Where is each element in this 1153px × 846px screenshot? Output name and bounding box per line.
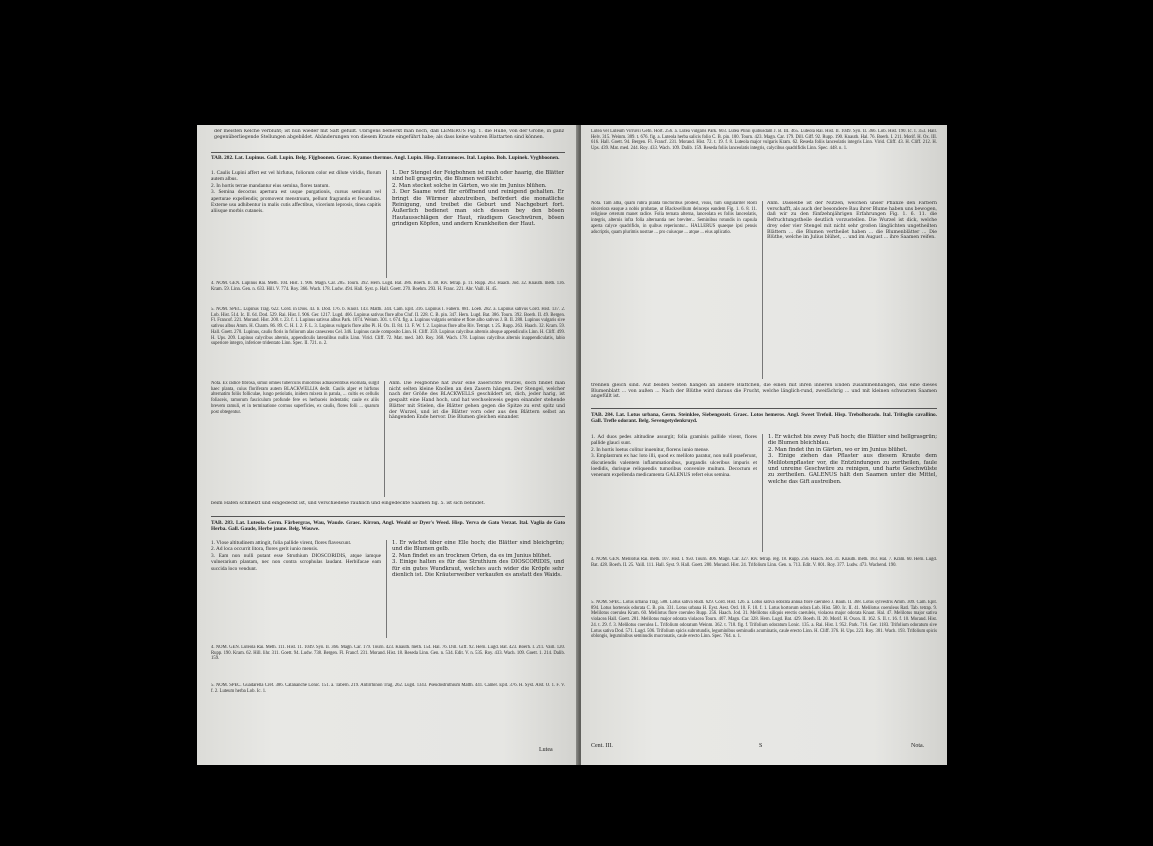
tab283-note-german: Anm. Dasselbe ist der Nutzen, welchen unser Pflanze den Färbern verschafft, als auch der besondere Bau ihrer Blume haben uns bewogen, daß wir zu den fünfzehnjährigen Erfahrungen Fig. 1. 6. 11. die Befruchtungstheile deutlich vorzustellen. Die Wurzel ist dick, welche drey oder vier Stengel mit nicht sehr großen länglichten ungetheilten Blättern ... die Blumen vertheilet haben ... die Blumenblätter ... Die Blüthe, welche im Julius blühet, ... und im August ... ihre Saamen reifen.: [767, 201, 937, 241]
tab284-heading: TAB. 284. Lat. Lotus urbana, Germ. Steinklee, Siebengezeit. Graec. Lotos hemeros. Angl. Sweet Trefoil. Hisp. Trebolhorado. Ital. Trifoglio cavallino. Gall. Trefle odorant. Belg. Sevengetydenkruyd.: [591, 412, 937, 425]
column-divider: [386, 540, 387, 638]
column-divider: [386, 170, 387, 278]
tab284-german-text: 1. Er wächst bis zwey Fuß hoch; die Blätter sind hellgrasgrün; die Blumen bleichblau. 2. Man findet ihn in Gärten, wo er im Junius blühet. 3. Einige ziehen das Pflaster aus diesem Kraute dem Melilotenpflaster vor, die Entzündungen zu zertheilen, faule und unreine Geschwüre zu reinigen, und harte Geschwülste zu zertheilen. GALENUS hält den Saamen unter die Mittel, welche das Gift austreiben.: [768, 434, 937, 485]
tab282-german-text: 1. Der Stengel der Feigbohnen ist rauh oder haarig, die Blätter sind hell grasgrün, die Blumen weißlicht. 2. Man stecket solche in Gärten, wo sie im Junius blühen. 3. Der Saame wird für eröffnend und reinigend gehalten. Er bringt die Würmer abzutreiben, befördert die monatliche Reinigung, und treibet die Geburt und Nachgeburt fort. Äußerlich bedienet man sich dessen bey den bösen Hautausschlägen der Haut, räudigem Geschwüren, bösen grindigen Köpfen, und andern Krankheiten der Haut.: [392, 170, 564, 228]
tab283-nom-gen: 4. NOM. GEN. Luteola Rai. Meth. 111. Hist. 11. 1049. Syn. II. 366. Magn. Car. 179. Tourn. 423. Knauth. meth. 154. Hal. 76. Dill. Giff. 92. Hern. Lugd. Bat. 423. Boerh. I. 211. Vaill. 120. Rupp. 190. Kram. 62. Hill. lihr. 311. Goett. 94. Ludw. 738. Bergen. Fl. Francf. 231. Morand. Hist. 18. Reseda Linn. Gen. n. 534. Edit. V. n. 535. Roy. 433. Wach. 109. Goett. 1. 214. Dalib. 159.: [211, 645, 565, 662]
divider: [211, 152, 565, 153]
column-divider: [762, 201, 763, 379]
tab284-nom-spec: 5. NOM. SPEC. Lotus urbana Trag. 588. Lotus sativa Rudl. 629. Cord. Hist. 126. a. Lotus sativa odorata annua flore caeruleo J. Bauh. II. 368. Lotus sylvestris Amm. 309. Cam. Epit. 894. Lotus hortensis odorata C. B. pin. 331. Lotus urbana H. Eyst. Aest. Ord. 10. F. 10. f. 1. Lotus hortorum odora Lob. Hist. 500. Ic. II. 41. Melilotus coeruleus Ratl. Tab. tetrap. 9. Melilotus coerulea Kram. 60. Melilotus flore coeruleo Rupp. 256. Haach. Jod. 31. Melilotus siliquis erectis caeruleis, violacea major odorata Knaut. Hal. 47. Melilotus major sativa violacea Hall. Goett. 281. Melilotus major odorata violacea Tourn. 407. Magn. Car. 328. Hern. Lugd. Bat. 429. Boerh. II. 20. Morif. H. Oxon. II. 162. S. II. t. 16. f. 10. Morand. Hist. 24. t. 29. f. 3. Melilotus coerulea L. Trifolium odoratum Weinm. 362. t. 718. fig. f. Trifolium odoratum Lonic. 135. a. Rai. Hist. I. 952. Park. 716. Ger. 1183. Trifolium odoratum sive Lotus sativa Dod. 571. Lugd. 506. Trifolium spicis subrotundis, leguminibus seminudis acuminatis, caule erecto Linn. H. Cliff. 376. H. Ups. 223. Roy. 381. Wach. 193. Trifolium spicis oblongis, leguminibus seminudis mucronatis, caule erecto Linn. Spec. 764. n. 1.: [591, 600, 937, 640]
catchword: Lutea: [539, 747, 553, 753]
tab282-nom-gen: 4. NOM. GEN. Lupinus Rai. Meth. 104. Hist. 1. 906. Magn. Car. 285. Tourn. 392. Hern. Lugd. Bat. 386. Boerh. II. 48. Riv. tetrap. p. 11. Rupp. 263. Haach. Jod. 32. Knauth. meth. 136. Kram. 59. Linn. Gen. n. 633. Hill. V. 774. Roy. 366. Wach. 178. Ludw. 494. Hall. Syst. p. Hall. Goett. 270. Boehm. 293. H. Franc. 221. Abr. Vaill. H. 45.: [211, 281, 565, 292]
divider: [591, 408, 937, 409]
signature-mark: S: [759, 743, 763, 749]
signature-left: Cent. III.: [591, 743, 613, 749]
catchword: Nota.: [911, 743, 925, 749]
divider: [211, 516, 565, 517]
tab282-note-german: Anm. Die Feigbohne hat zwar eine zaserichte Wurzel, doch findet man nicht selten kleine Knollen an den Zasern hängen. Der Stengel, welcher nach der Größe des BLACKWELLS geschildert ist, dich, jeder harig, ist gespaltt eine Hand hoch, und hat wechselsweis gegen einander stehende Blätter mit Stielen, die Blätter gehen gegen die Spitze zu erst spitz und der Wurzel, und ist die Blätter vorn oder aus den Blättern selbst an hängenden Ende hervor. Die Blumen gleichen einander.: [389, 381, 565, 421]
column-divider: [384, 381, 385, 497]
tab283-note-latin: Nota. Tam alba, quam rubra planta tinctoribus prodest, visus, tum singulariter Rosti sinceriora easque a nobis probatae, ut Blackwellium deinceps eandem Fig. 1. 6. 8. 11. religiose ceterum manet radice. Folia ternata alterna, lanceolata ex foliis lanceolatis, integris, alternis infra folia alternantia nec breviter... Seminibus rotundis in capsula aperta calyce quadrifido, in quibus reperiuntur... HALLERUS quaeque ipsi pensis adscriptis, quam plurimis nostrae ... pro cuiusque ... atque ... eius aplicatio.: [591, 201, 757, 235]
tab282-nom-spec: 5. NOM. SPEC. Lupinus Trag. 622. Cord. in Dios. 43. b. Dod. 176. b. Knoll. 143. Matth. 344. Cam. Epit. 316. Lupinus I. Fabern. 881. Loeb. 282. a. Lupinus sativus Cord. Hist. 137. 2. Lob. Hist. 514. Ic. II. 64. Dod. 529. Rai. Hist. I. 906. Ger. 1217. Lugd. 466. Lupinus sativus flore albo Cluf. II. 228. C. B. pin. 347. Hern. Lugd. Bat. 386. Tourn. 392. Boerh. II. 49. Bergen. Fl. Francof. 221. Morand. Hist. 200. t. 23. f. 1. Lupinus sativus albus Park. 1074. Weinm. 301. t. 674. fig. a. Lupinus vulgaris semine et flore albo sativus J. B. II. 288. Lupinus vulgaris sive sativus albus Amm. H. Charm. 86. 89. C. H. I. 2. F. L. 3. Lupinus vulgaris flore albo Pi. H. Ox. II. 84. 13. F. W. f. 2. Lupinus flore albo Riv. Tetrapt. t. 25. Rupp. 263. Haach. 32. Kram. 59. Hall. Goett. 270. Lupinus, caulis floris in foliorum alas canescens Cel. 346. Lupinus caule composito Linn. H. Cliff. 359. Lupinus calycibus alternis absque appendiculis Linn. H. Cliff. 499. H. Ups. 209. Lupinus calycibus alternis, appendiculis lateralibus nullis Linn. Virid. Cliff. 72. Mat. med. 340. Roy. 368. Wach. 178. Lupinus calycibus alternis inappendiculatis, labio superiore integro, inferiore tridentato Linn. Spec. II. 721. n. 2.: [211, 307, 565, 347]
column-divider: [762, 434, 763, 552]
right-page: [581, 125, 947, 765]
tab282-heading: TAB. 282. Lat. Lupinus. Gall. Lupin. Belg. Fijgboonen. Graec. Kyamos thermos. Angl. Lupin. Hisp. Entramoces. Ital. Lupino. Boh. Lupinek. Vyghboonen.: [211, 155, 560, 161]
tab282-latin-text: 1. Caulis Lupini affert est vel hirfutus, foliorum color est dilute viridis, florum autem albus. 2. In hortis terrae mandantur eius semina, flores tantum. 3. Semina decoctus apertura est usque purgationis, cursus seminum vel aperturae expellendis; promovent menstruum, pellunt fragrantia et fecunditas. Externe usu adhibentur in malis cutis affectibus, vicerium leprosis, tinea capitis aliisque morbis cutaneis.: [211, 170, 381, 215]
top-note: der meisten Kelche verblüht; ist nun wieder mit Saft gefüllt. Übrigens bemerkt man noch, daß LEMERUS Fig. 1. die Hülle, von der Größe, in ganz gegenüberliegende Stellungen abgebildet. Abänderungen von diesem Kraute eingeführt habe; als dass keine wahren Blattarten sind können.: [214, 129, 564, 140]
left-page: [197, 125, 579, 765]
tab282-note-end: beim Hafen schmelzt und eingedeckt ist, und verschiedene rauhlich und eingedeckte Saamen fig. 5. ist sich befindet.: [211, 501, 485, 506]
tab283-german-text: 1. Er wächst über eine Elle hoch; die Blätter sind bleichgrün; und die Blumen gelb. 2. Man findet es an trocknen Orten, da es im Junius blühet. 3. Einige halten es für das Struthium des DIOSCORIDIS, und für ein gutes Wundkraut, welches auch wider die Kröpfe sehr dienlich ist. Die Kräuterweiber verkaufen es anstatt des Waids.: [392, 540, 564, 579]
tab283-nom-spec: 5. NOM. SPEC. Guadarella Cref. 386. Catananche Lonic. 151. a. Tabern. 219. Antirrhinon Trag. 262. Lugd. 1343. Pseudostruthium Matth. 441. Camer. Epit. 376. H. Syst. Arst. O. 1. F. V. f. 2. Luteum herba Lob. Ic. 1.: [211, 683, 565, 694]
tab283-heading: TAB. 283. Lat. Luteola. Germ. Färbergras, Wau, Waude. Graec. Kirron, Angl. Weald or Dyer's Weed. Hisp. Yerva de Gato Verzat. Ital. Vaglia de Gato Herba. Gall. Gaude, Herbe jaune. Belg. Wouwe.: [211, 520, 565, 533]
tab283-note-end: trennen gleich sind. Auf beiden Seiten hängen an andere Blättchen, die einen mit ihren inneren Enden zusammenhängen, das eine dieses Blumenblatt ... von außen ... Nach der Blüthe wird daraus die Frucht, welche länglich-rund, zweifächrig ... und mit kleinen schwarzen Saamen angefüllt ist.: [591, 383, 937, 400]
tab284-latin-text: 1. Ad duos pedes altitudine assurgit; folia graminis pallide virent, flores pallide glauci sunt. 2. In hortis loetus colitur inuenitur, florens iunio mense. 3. Emplastrum ex hac loto illi, quod ex meliloto paratur, non nulli praeferunt, discutiendis valentem inflammationibus, purgandis ulceribus impuris et loedidis, durisque reliquendis tumoribus convenire multum. Decoctum et venenum expellenda medicamenta GALENUS refert eius semina.: [591, 434, 757, 479]
tab283-latin-text: 1. Vlose altitudinem attingit, folia pallide virent, flores flavescunt. 2. Ad loca occurrit litora, flores gerit iunio mensis. 3. Eam non nulli putant esse Struthium DIOSCORIDIS, atque iamque vulnerarium plantam, nec non contra scrophulas laudant. Herbifacae eam succida loco vendunt.: [211, 540, 381, 572]
tab283-spec-continued: Lutea vel Luteum Virruvii Gefn. Hort. 256. a. Lutea vulgaris Park. 603. Lutea Plinii quibusdam J. B. III. 465. Luteola Rai. Hist. II. 1049. Syn. II. 366. Lob. Hist. 190. Ic. I. 353. Hall. Helv. 315. Weinm. 309. t. 676. fig. a. Luteola herba salicis folio C. B. pin. 100. Tourn. 423. Magn. Car. 179. Dill. Giff. 92. Rupp. 190. Knauth. Hal. 76. Boerh. I. 211. Morif. H. Ox. III. 616. Hall. Goett. 94. Bergen. Fl. Francf. 231. Morand. Hist. 72. t. 19. f. 8. Luteola major vulgaris Kram. 62. Reseda foliis lanceolatis integris Linn. Virid. Cliff. 43. H. Cliff. 212. H. Ups. 439. Mat. med. 244. Roy. 433. Wach. 109. Dalib. 159. Reseda foliis lanceolatis integris, calycibus quadrifidis Linn. Spec. 448. n. 1.: [591, 129, 937, 152]
tab282-note-latin: Nota. Ex radice fibrosa, simul omnes tuberculis minoribus adnascentibus exornata, surgit haec planta, cuius floriferam autem BLACKWELLIA dedit. Caulis alper et hirfutus alternatim foliis folliculae, lungo petiolatis, inidem mixera in patula, ... cultis ex cellulis foliaceis, ramorum fasciculum profunde fere ex herbaceis indentatis; caule ex aliis brevem ramuli, et in terminatione cormus superficies, ex caulis, flores folii ... quarum post obtegentur.: [211, 381, 379, 415]
tab284-nom-gen: 4. NOM. GEN. Melilotus Rai. meth. 107. Hist. I. 950. Tourn. 406. Magn. Car. 327. Riv. tetrap. reg. 18. Rupp. 256. Haach. Jod. 31. Knauth. meth. 183. Hal. 7. Kram. 60. Hern. Lugd. Bat. 428. Boerh. II. 25. Vaill. 111. Hall. Syst. 9. Hall. Goett. 280. Morand. Hist. 24. Trifolium Linn. Gen. n. 713. Edit. V. 801. Roy. 377. Ludw. 473. Wachend. 190.: [591, 557, 937, 568]
